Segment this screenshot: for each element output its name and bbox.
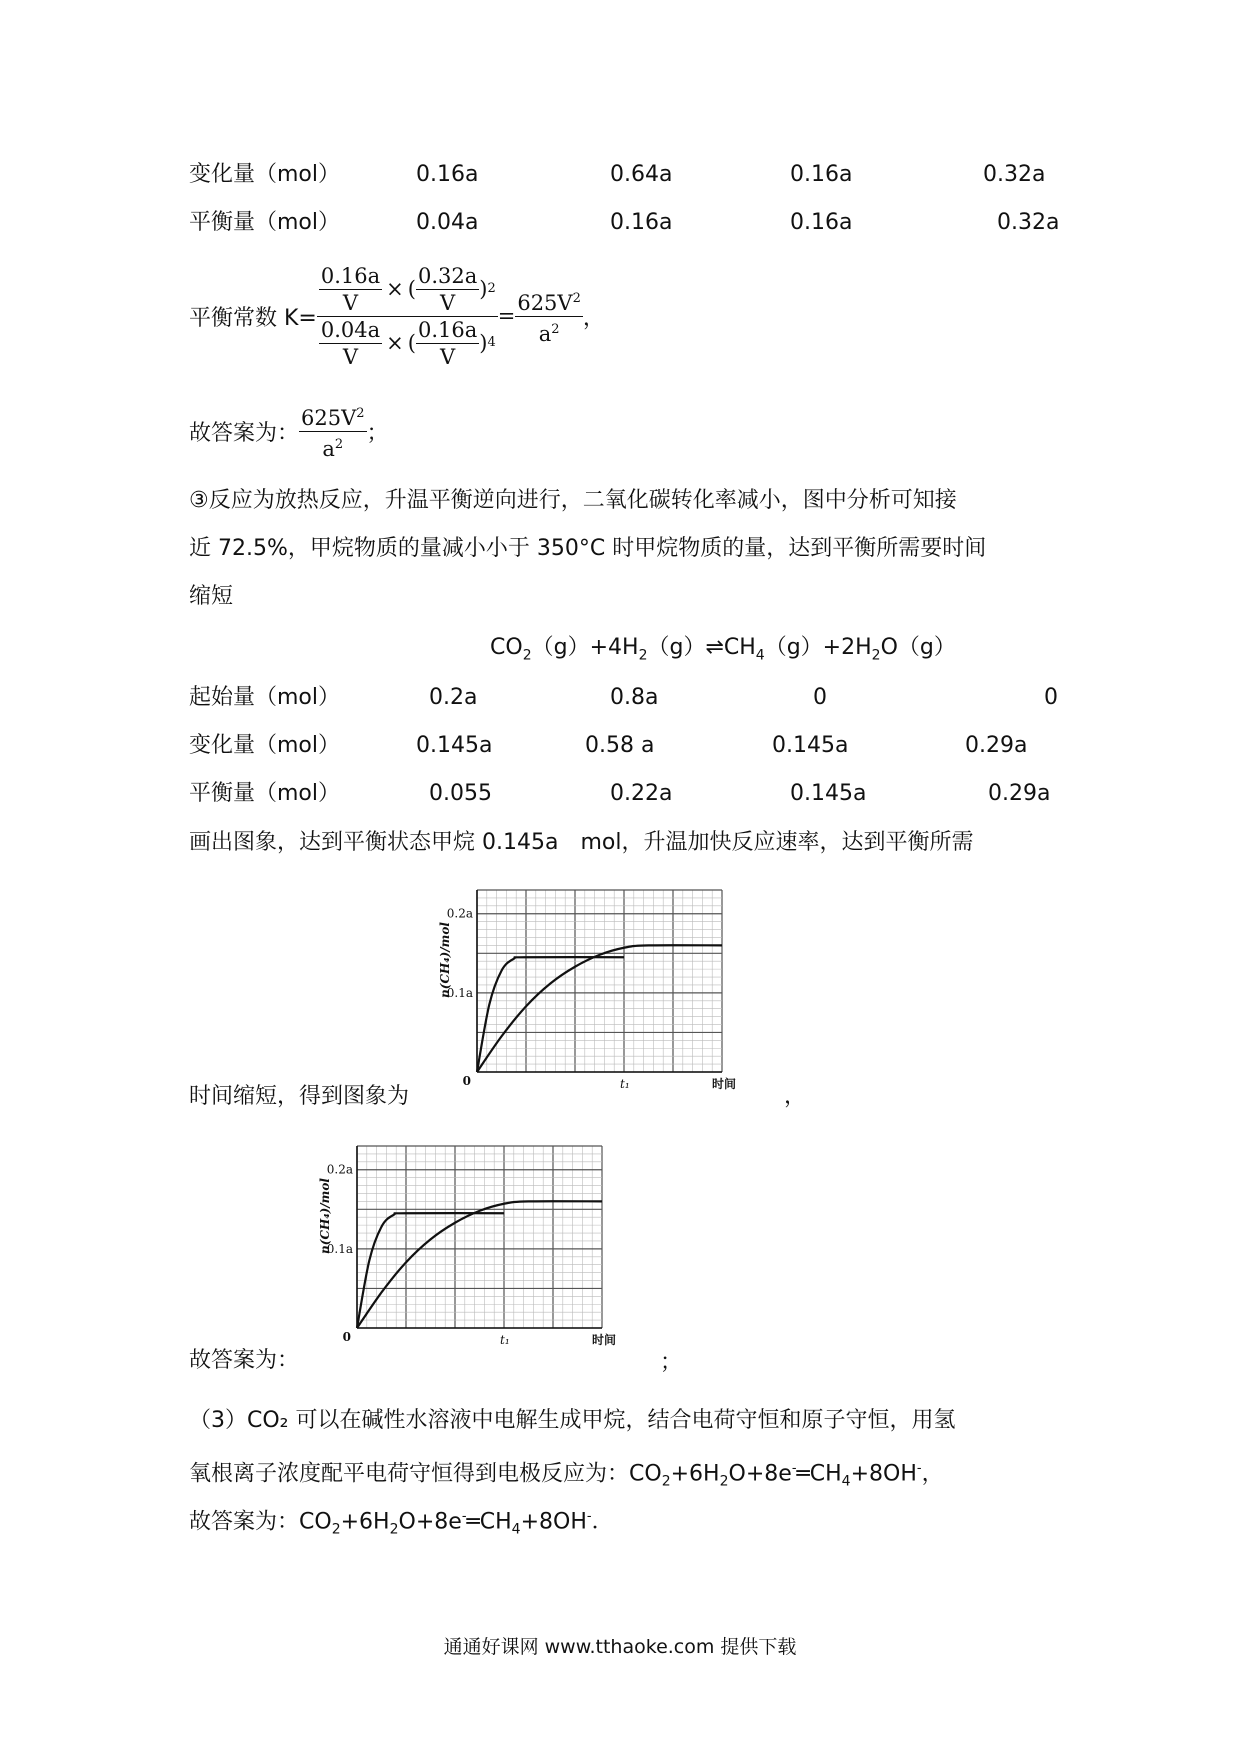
answer-fraction: $\frac{625V^2}{a^2}$ <box>301 405 365 461</box>
series-line-1 <box>357 1213 504 1328</box>
k-result-fraction: $\frac{625V^2}{a^2}$ <box>517 290 581 346</box>
row-label: 变化量（mol） <box>189 162 341 187</box>
y-axis-label: n(CH₄)/mol <box>438 922 452 998</box>
cell: 0.16a <box>790 162 853 187</box>
paragraph-line: 近 72.5%，甲烷物质的量减小小于 350°C 时甲烷物质的量，达到平衡所需要时间 <box>189 536 987 561</box>
paragraph-line: （3）CO₂ 可以在碱性水溶液中电解生成甲烷，结合电荷守恒和原子守恒，用氢 <box>189 1408 956 1433</box>
x-marker-label: t₁ <box>500 1333 510 1347</box>
equilibrium-constant-expression: 平衡常数 K= $\frac{0.16a}{V}$ × ( $\frac{0.32a}{V}$ ) 2 $\frac{0.04a}{V}$ × ( $\frac{0.16a}{V}$ ) 4 = $\frac{625V^2}{a^2}$ ， <box>189 263 605 369</box>
row-label: 平衡量（mol） <box>189 210 341 235</box>
origin-label: 0 <box>462 1074 471 1088</box>
graph-intro-tail: ， <box>784 1084 807 1109</box>
graph-intro: 时间缩短，得到图象为 <box>189 1084 410 1109</box>
k-prefix: 平衡常数 K= <box>189 305 317 331</box>
paragraph-line: ③反应为放热反应，升温平衡逆向进行，二氧化碳转化率减小，图中分析可知接 <box>189 488 957 513</box>
cell: 0.16a <box>610 210 673 235</box>
paragraph-line: 氧根离子浓度配平电荷守恒得到电极反应为：$CO_2+6H_2O+8e^-═CH_4+8OH^-$， <box>189 1461 944 1490</box>
y-tick-label: 0.2a <box>326 1162 353 1177</box>
y-tick-label: 0.1a <box>446 985 473 1000</box>
cell: 0.04a <box>416 210 479 235</box>
series-line-1 <box>477 957 624 1072</box>
reaction-equation: $CO_2(g)+4H_2(g)\rightleftharpoons CH_4(g)+2H_2O(g)$ <box>490 635 956 664</box>
final-answer: 故答案为：$CO_2+6H_2O+8e^-═CH_4+8OH^-$． <box>189 1509 614 1538</box>
cell: 0.32a <box>983 162 1046 187</box>
y-axis-label: n(CH₄)/mol <box>318 1178 332 1254</box>
y-tick-label: 0.1a <box>326 1241 353 1256</box>
footer-credit: 通通好课网 www.tthaoke.com 提供下载 <box>443 1636 797 1658</box>
chart-ch4-vs-time-1 <box>432 880 778 1110</box>
cell: 0.32a <box>997 210 1060 235</box>
cell: 0.16a <box>790 210 853 235</box>
paragraph-line: 画出图象，达到平衡状态甲烷 0.145a mol，升温加快反应速率，达到平衡所需 <box>189 830 974 855</box>
chart-ch4-vs-time-2 <box>312 1136 658 1366</box>
origin-label: 0 <box>342 1330 351 1344</box>
k-big-fraction: $\frac{0.16a}{V}$ × ( $\frac{0.32a}{V}$ ) 2 $\frac{0.04a}{V}$ × ( $\frac{0.16a}{V}$ ) 4 <box>317 263 498 370</box>
x-axis-label: 时间 <box>592 1333 617 1347</box>
y-tick-label: 0.2a <box>446 906 473 921</box>
x-axis-label: 时间 <box>712 1077 737 1091</box>
x-marker-label: t₁ <box>620 1077 630 1091</box>
answer-2-tail: ； <box>660 1350 683 1375</box>
cell: 0.64a <box>610 162 673 187</box>
answer-2: 故答案为： <box>189 1348 300 1373</box>
answer-1: 故答案为： $\frac{625V^2}{a^2}$ ； <box>189 396 389 466</box>
paragraph-line: 缩短 <box>189 584 234 609</box>
cell: 0.16a <box>416 162 479 187</box>
